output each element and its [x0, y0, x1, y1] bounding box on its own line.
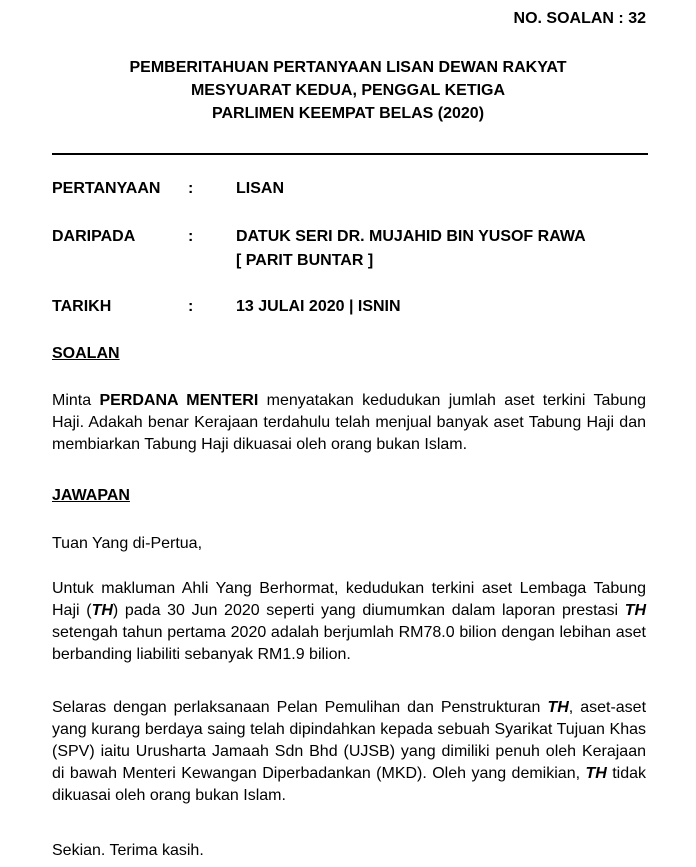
jawapan-paragraph-1: Untuk makluman Ahli Yang Berhormat, kedudukan terkini aset Lembaga Tabung Haji (TH) pada 30 Jun 2020 seperti yang diumumkan dalam laporan prestasi TH setengah tahun pertama 2020 adalah berjumlah RM78.0 bilion dengan lebihan aset berbanding liabiliti sebanyak RM1.9 bilion.: [52, 580, 647, 663]
daripada-colon: :: [188, 228, 194, 245]
pertanyaan-value: LISAN: [236, 180, 284, 197]
jawapan-title: JAWAPAN: [52, 487, 130, 504]
heading-line-2: MESYUARAT KEDUA, PENGGAL KETIGA: [190, 82, 506, 99]
daripada-value-line-2: [ PARIT BUNTAR ]: [236, 252, 374, 269]
soalan-title: SOALAN: [52, 345, 120, 362]
tarikh-label: TARIKH: [52, 298, 112, 315]
pertanyaan-colon: :: [188, 180, 194, 197]
jawapan-paragraph-2: Selaras dengan perlaksanaan Pelan Pemulihan dan Penstrukturan TH, aset-aset yang kurang berdaya saing telah dipindahkan kepada sebuah Syarikat Tujuan Khas (SPV) iaitu Urusharta Jamaah Sdn Bhd (UJSB) yang dimiliki penuh oleh Kerajaan di bawah Menteri Kewangan Diperbadankan (MKD). Oleh yang demikian, TH tidak dikuasai oleh orang bukan Islam.: [52, 699, 647, 804]
soalan-paragraph: Minta PERDANA MENTERI menyatakan kedudukan jumlah aset terkini Tabung Haji. Adakah benar Kerajaan terdahulu telah menjual banyak aset Tabung Haji dan membiarkan Tabung Haji dikuasai oleh orang bukan Islam.: [52, 392, 646, 453]
question-number: NO. SOALAN : 32: [513, 10, 646, 27]
daripada-label: DARIPADA: [52, 228, 136, 245]
tarikh-value: 13 JULAI 2020 | ISNIN: [236, 298, 401, 315]
pertanyaan-label: PERTANYAAN: [52, 180, 161, 197]
heading-line-1: PEMBERITAHUAN PERTANYAAN LISAN DEWAN RAKYAT: [129, 59, 567, 76]
daripada-value-line-1: DATUK SERI DR. MUJAHID BIN YUSOF RAWA: [236, 228, 586, 245]
heading-line-3: PARLIMEN KEEMPAT BELAS (2020): [211, 105, 485, 122]
closing: Sekian. Terima kasih.: [52, 842, 204, 859]
tarikh-colon: :: [188, 298, 194, 315]
divider-rule: [52, 153, 648, 155]
greeting: Tuan Yang di-Pertua,: [52, 535, 203, 552]
